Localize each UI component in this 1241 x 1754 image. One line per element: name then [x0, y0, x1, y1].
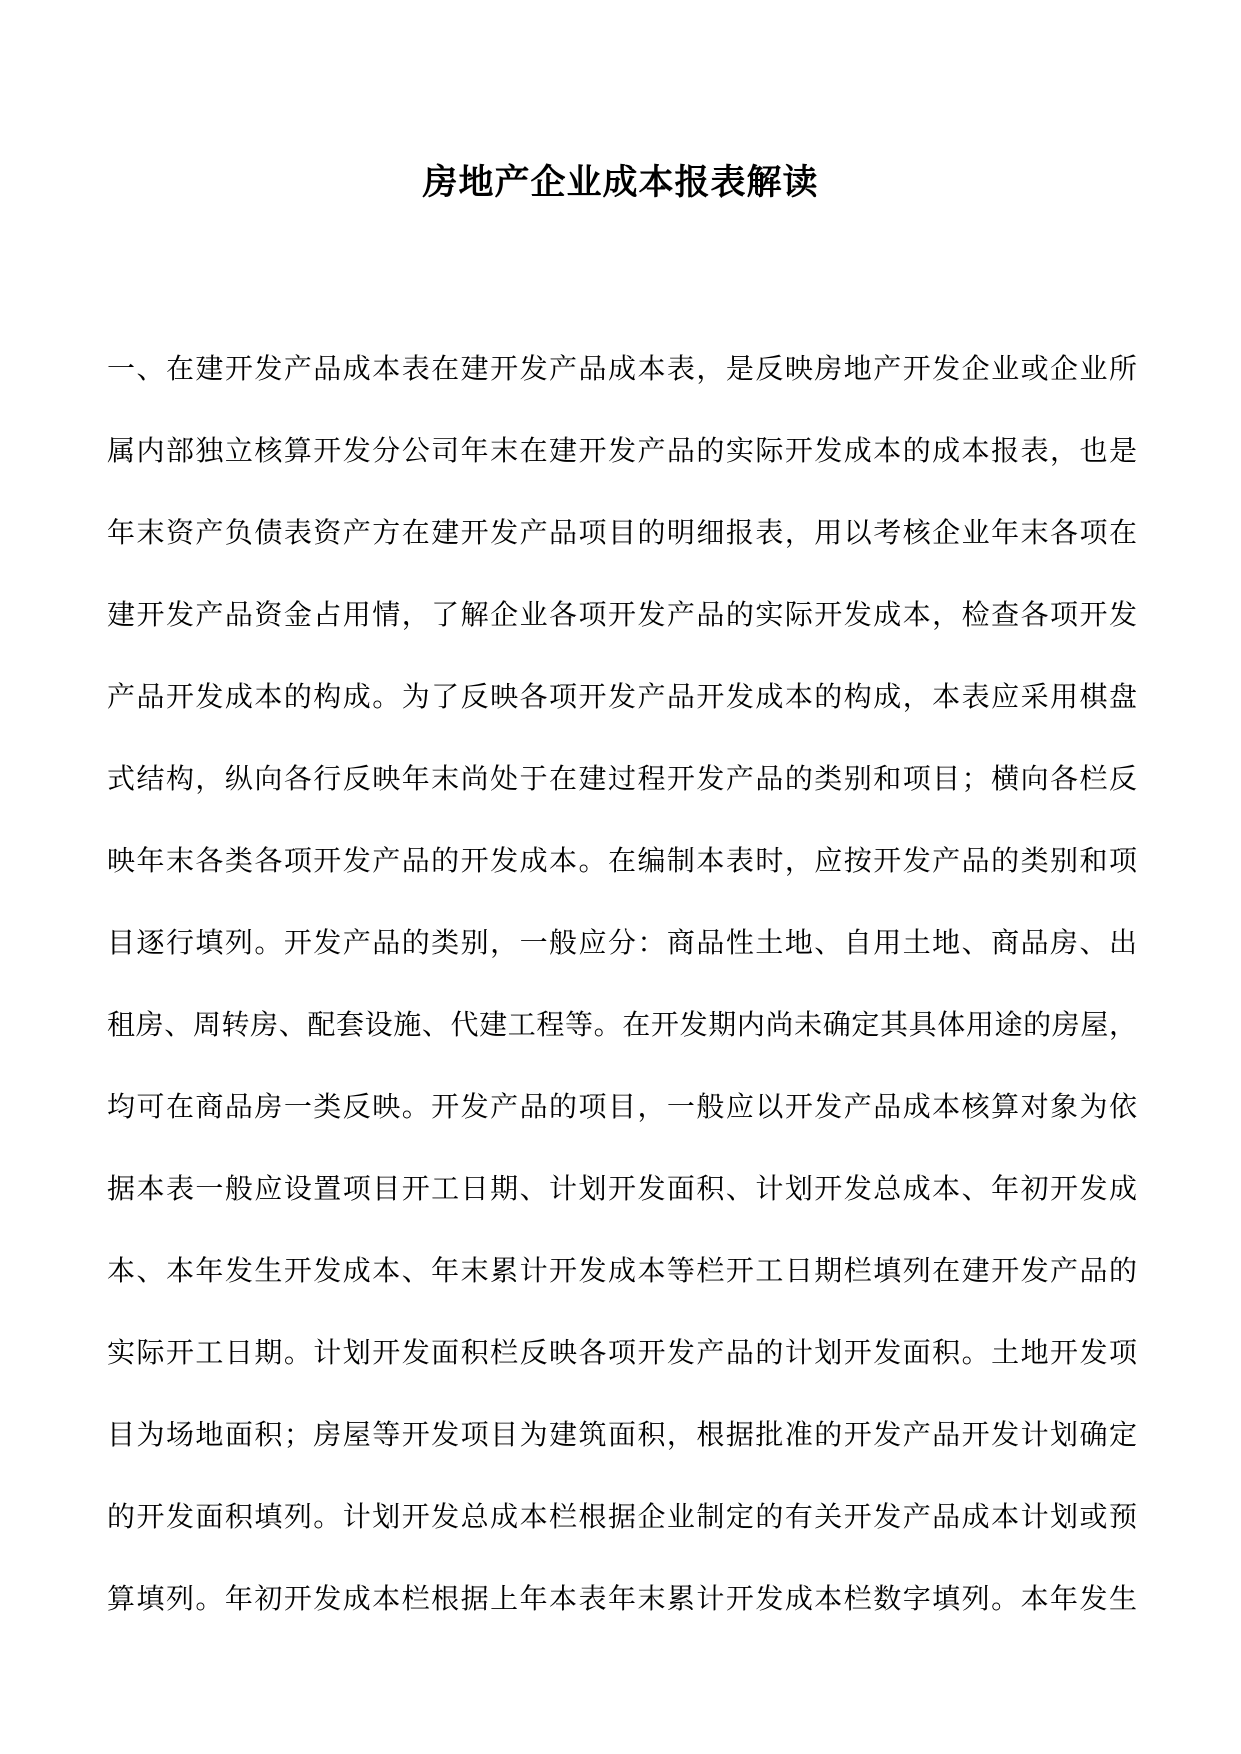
body-line: 据本表一般应设置项目开工日期、计划开发面积、计划开发总成本、年初开发成	[107, 1172, 1137, 1205]
body-line: 属内部独立核算开发分公司年末在建开发产品的实际开发成本的成本报表，也是	[107, 434, 1137, 467]
body-line: 建开发产品资金占用情，了解企业各项开发产品的实际开发成本，检查各项开发	[107, 598, 1137, 631]
body-line: 一、在建开发产品成本表在建开发产品成本表，是反映房地产开发企业或企业所	[107, 352, 1137, 385]
body-line: 算填列。年初开发成本栏根据上年本表年末累计开发成本栏数字填列。本年发生	[107, 1582, 1137, 1615]
body-line: 本、本年发生开发成本、年末累计开发成本等栏开工日期栏填列在建开发产品的	[107, 1254, 1137, 1287]
body-line: 租房、周转房、配套设施、代建工程等。在开发期内尚未确定其具体用途的房屋，	[107, 1008, 1137, 1041]
body-line: 产品开发成本的构成。为了反映各项开发产品开发成本的构成，本表应采用棋盘	[107, 680, 1137, 713]
body-line: 年末资产负债表资产方在建开发产品项目的明细报表，用以考核企业年末各项在	[107, 516, 1137, 549]
document-title: 房地产企业成本报表解读	[422, 162, 819, 203]
body-line: 目为场地面积；房屋等开发项目为建筑面积，根据批准的开发产品开发计划确定	[107, 1418, 1137, 1451]
body-line: 映年末各类各项开发产品的开发成本。在编制本表时，应按开发产品的类别和项	[107, 844, 1137, 877]
body-line: 均可在商品房一类反映。开发产品的项目，一般应以开发产品成本核算对象为依	[107, 1090, 1137, 1123]
body-line: 实际开工日期。计划开发面积栏反映各项开发产品的计划开发面积。土地开发项	[107, 1336, 1137, 1369]
body-line: 目逐行填列。开发产品的类别，一般应分：商品性土地、自用土地、商品房、出	[107, 926, 1137, 959]
body-line: 式结构，纵向各行反映年末尚处于在建过程开发产品的类别和项目；横向各栏反	[107, 762, 1137, 795]
document-body	[107, 345, 1137, 1657]
body-line: 的开发面积填列。计划开发总成本栏根据企业制定的有关开发产品成本计划或预	[107, 1500, 1137, 1533]
